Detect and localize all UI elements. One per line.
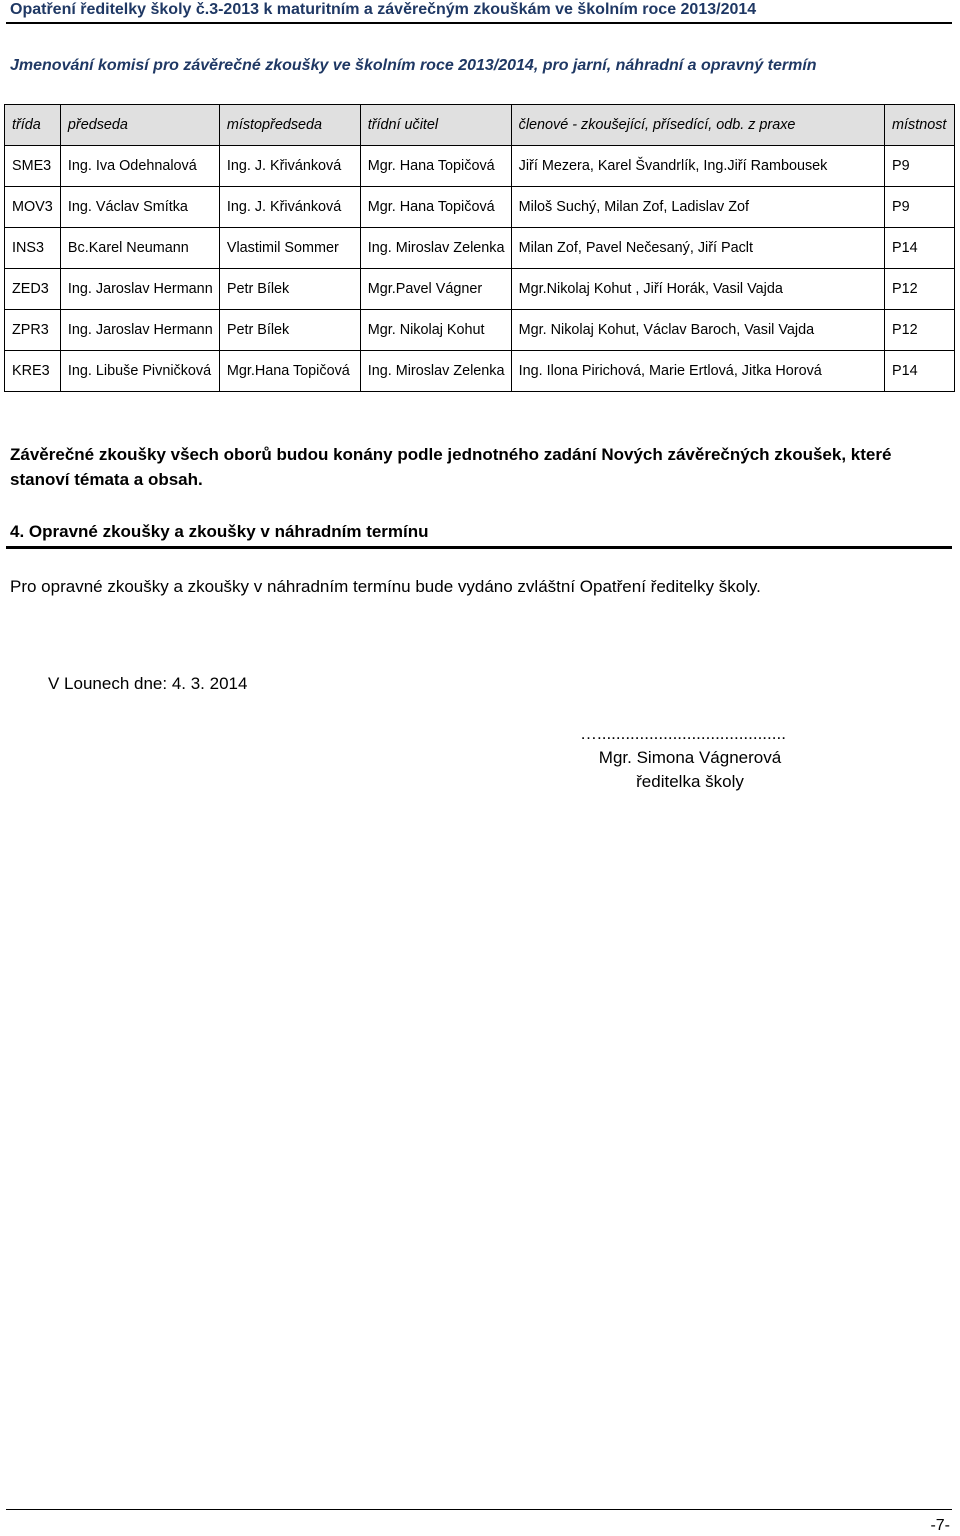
table-row: [5, 187, 955, 228]
section-divider: [6, 546, 952, 549]
document-header-title: Opatření ředitelky školy č.3-2013 k maturitním a závěrečným zkouškám ve školním roce 2013/2014: [10, 1, 757, 18]
header-divider: [6, 22, 952, 24]
signatory-role: ředitelka školy: [636, 772, 744, 791]
class-cell: ZPR3: [5, 310, 61, 351]
column-header-members: členové - zkoušející, přísedící, odb. z praxe: [511, 105, 884, 146]
members-cell: Mgr. Nikolaj Kohut, Václav Baroch, Vasil Vajda: [511, 310, 884, 351]
members-cell: Milan Zof, Pavel Nečesaný, Jiří Paclt: [511, 228, 884, 269]
table-row: [5, 146, 955, 187]
signatory-name: Mgr. Simona Vágnerová: [598, 748, 782, 767]
commission-table: [4, 104, 955, 392]
chair-cell: Ing. Iva Odehnalová: [60, 146, 219, 187]
section-heading: 4. Opravné zkoušky a zkoušky v náhradním termínu: [10, 522, 429, 541]
class-teacher-cell: Mgr. Nikolaj Kohut: [360, 310, 511, 351]
room-cell: P12: [885, 269, 955, 310]
table-row: [5, 351, 955, 392]
table-row: [5, 269, 955, 310]
class-teacher-cell: Mgr. Hana Topičová: [360, 146, 511, 187]
column-header-class: třída: [5, 105, 61, 146]
section-text: Pro opravné zkoušky a zkoušky v náhradním termínu bude vydáno zvláštní Opatření ředitelky školy.: [10, 577, 761, 596]
column-header-room: místnost: [885, 105, 955, 146]
class-cell: SME3: [5, 146, 61, 187]
chair-cell: Ing. Libuše Pivničková: [60, 351, 219, 392]
vice-chair-cell: Mgr.Hana Topičová: [219, 351, 360, 392]
table-row: [5, 228, 955, 269]
place-and-date: V Lounech dne: 4. 3. 2014: [48, 674, 248, 693]
chair-cell: Ing. Jaroslav Hermann: [60, 310, 219, 351]
vice-chair-cell: Petr Bílek: [219, 269, 360, 310]
members-cell: Miloš Suchý, Milan Zof, Ladislav Zof: [511, 187, 884, 228]
class-cell: INS3: [5, 228, 61, 269]
column-header-vice-chair: místopředseda: [219, 105, 360, 146]
room-cell: P14: [885, 351, 955, 392]
page-number: -7-: [930, 1517, 950, 1534]
class-teacher-cell: Ing. Miroslav Zelenka: [360, 351, 511, 392]
room-cell: P14: [885, 228, 955, 269]
room-cell: P9: [885, 146, 955, 187]
chair-cell: Ing. Jaroslav Hermann: [60, 269, 219, 310]
vice-chair-cell: Ing. J. Křivánková: [219, 146, 360, 187]
members-cell: Mgr.Nikolaj Kohut , Jiří Horák, Vasil Vajda: [511, 269, 884, 310]
final-exam-note: Závěrečné zkoušky všech oborů budou konány podle jednotného zadání Nových závěrečných zkoušek, které stanoví témata a obsah.: [10, 445, 892, 489]
vice-chair-cell: Petr Bílek: [219, 310, 360, 351]
class-cell: ZED3: [5, 269, 61, 310]
members-cell: Jiří Mezera, Karel Švandrlík, Ing.Jiří Rambousek: [511, 146, 884, 187]
footer-divider: [6, 1509, 952, 1510]
vice-chair-cell: Ing. J. Křivánková: [219, 187, 360, 228]
room-cell: P12: [885, 310, 955, 351]
vice-chair-cell: Vlastimil Sommer: [219, 228, 360, 269]
column-header-class-teacher: třídní učitel: [360, 105, 511, 146]
class-cell: KRE3: [5, 351, 61, 392]
chair-cell: Bc.Karel Neumann: [60, 228, 219, 269]
class-cell: MOV3: [5, 187, 61, 228]
table-header-row: [5, 105, 955, 146]
class-teacher-cell: Mgr. Hana Topičová: [360, 187, 511, 228]
signature-block: [560, 722, 820, 794]
room-cell: P9: [885, 187, 955, 228]
chair-cell: Ing. Václav Smítka: [60, 187, 219, 228]
commission-heading: Jmenování komisí pro závěrečné zkoušky ve školním roce 2013/2014, pro jarní, náhradní a opravný termín: [10, 57, 817, 74]
signature-line: …........................................: [580, 724, 786, 743]
class-teacher-cell: Mgr.Pavel Vágner: [360, 269, 511, 310]
table-row: [5, 310, 955, 351]
members-cell: Ing. Ilona Pirichová, Marie Ertlová, Jitka Horová: [511, 351, 884, 392]
class-teacher-cell: Ing. Miroslav Zelenka: [360, 228, 511, 269]
column-header-chair: předseda: [60, 105, 219, 146]
